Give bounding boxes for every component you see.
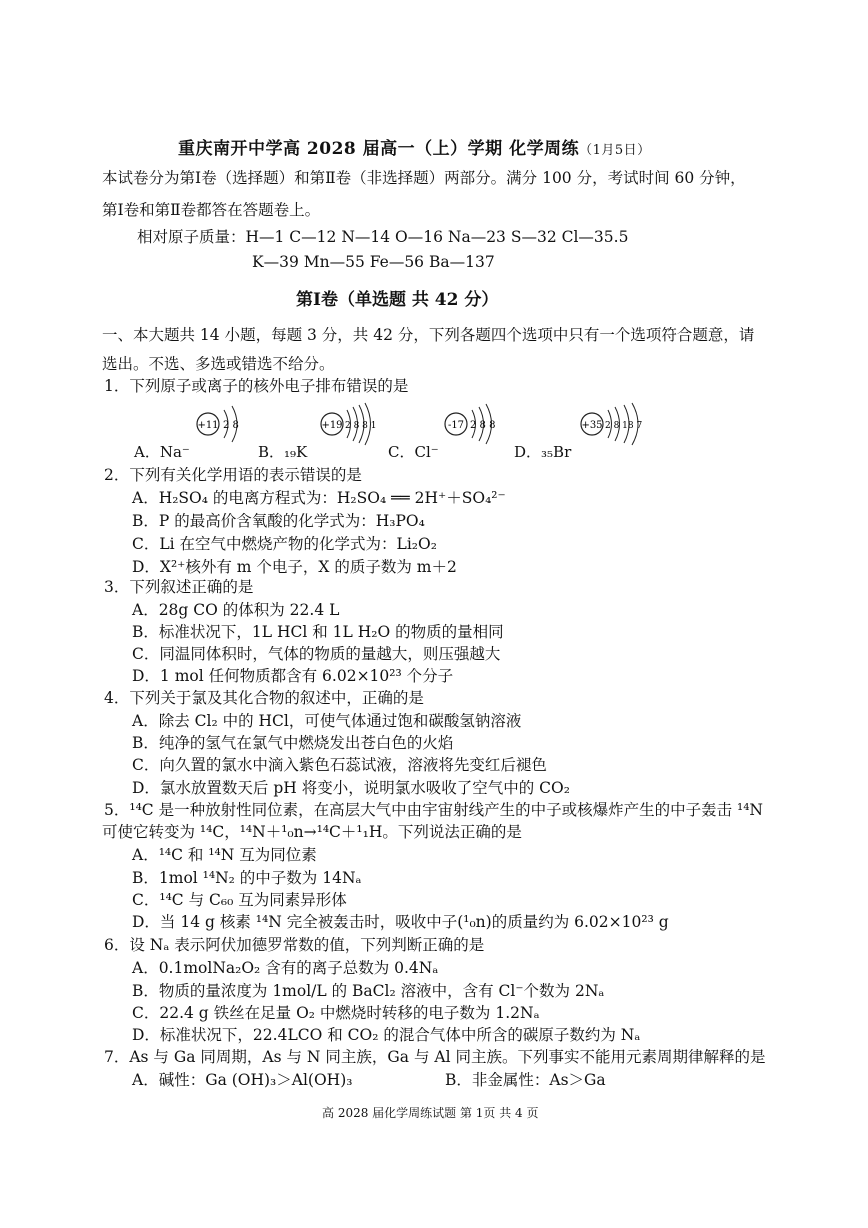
q2-option-b: B．P 的最高价含氧酸的化学式为：H₃PO₄ [132, 512, 425, 530]
instructions-line-1: 一、本大题共 14 小题，每题 3 分，共 42 分，下列各题四个选项中只有一个选项符合题意，请 [102, 326, 755, 344]
nucleus-na: +11 [197, 420, 219, 431]
q3-option-a: A．28g CO 的体积为 22.4 L [132, 601, 340, 619]
page-footer: 高 2028 届化学周练试题 第 1页 共 4 页 [322, 1106, 539, 1120]
q5-option-b: B．1mol ¹⁴N₂ 的中子数为 14Nₐ [132, 869, 362, 887]
q6-stem: 6．设 Nₐ 表示阿伏加德罗常数的值，下列判断正确的是 [104, 936, 485, 954]
q1-option-d: D．₃₅Br [514, 443, 572, 461]
q6-option-a: A．0.1molNa₂O₂ 含有的离子总数为 0.4Nₐ [132, 959, 439, 977]
q7-stem: 7．As 与 Ga 同周期，As 与 N 同主族，Ga 与 Al 同主族。下列事实不能用元素周期律解释的是 [104, 1048, 766, 1066]
q3-option-c: C．同温同体积时，气体的物质的量越大，则压强越大 [132, 645, 501, 663]
instructions-line-2: 选出。不选、多选或错选不给分。 [102, 355, 335, 373]
q3-option-d: D．1 mol 任何物质都含有 6.02×10²³ 个分子 [132, 667, 454, 685]
atom-diagram-k [318, 402, 382, 446]
shells-br: 2 8 18 7 [605, 421, 643, 431]
q1-option-c: C．Cl⁻ [388, 443, 439, 461]
q2-option-a: A．H₂SO₄ 的电离方程式为：H₂SO₄ ══ 2H⁺＋SO₄²⁻ [132, 489, 506, 507]
q5-stem-2: 可使它转变为 ¹⁴C，¹⁴N＋¹₀n→¹⁴C＋¹₁H。下列说法正确的是 [102, 823, 522, 841]
exam-date: （1月5日） [579, 143, 651, 158]
q6-option-b: B．物质的量浓度为 1mol/L 的 BaCl₂ 溶液中，含有 Cl⁻个数为 2Nₐ [132, 982, 605, 1000]
atomic-masses-line-1: 相对原子质量：H—1 C—12 N—14 O—16 Na—23 S—32 Cl—35.5 [137, 228, 629, 246]
q2-option-c: C．Li 在空气中燃烧产物的化学式为：Li₂O₂ [132, 535, 437, 553]
q1-option-a: A．Na⁻ [134, 443, 190, 461]
shells-cl: 2 8 8 [470, 420, 496, 431]
atom-diagram-br [578, 402, 648, 446]
nucleus-cl: -17 [447, 420, 465, 431]
atom-diagram-cl [442, 402, 502, 446]
q4-option-b: B．纯净的氢气在氯气中燃烧发出苍白色的火焰 [132, 734, 454, 752]
q7-option-b: B．非金属性：As＞Ga [445, 1071, 606, 1089]
shells-k: 2 8 8 1 [345, 421, 377, 431]
q4-option-d: D．氯水放置数天后 pH 将变小，说明氯水吸收了空气中的 CO₂ [132, 779, 570, 797]
q5-option-c: C．¹⁴C 与 C₆₀ 互为同素异形体 [132, 891, 347, 909]
q5-option-d: D．当 14 g 核素 ¹⁴N 完全被轰击时，吸收中子(¹₀n)的质量约为 6.02×10²³ g [132, 913, 669, 931]
q3-stem: 3．下列叙述正确的是 [104, 578, 254, 596]
shells-na: 2 8 [223, 420, 239, 431]
q6-option-d: D．标准状况下，22.4LCO 和 CO₂ 的混合气体中所含的碳原子数约为 Nₐ [132, 1026, 641, 1044]
atomic-masses-line-2: K—39 Mn—55 Fe—56 Ba—137 [252, 253, 495, 271]
q1-option-b: B．₁₉K [258, 443, 308, 461]
q5-stem-1: 5．¹⁴C 是一种放射性同位素，在高层大气中由宇宙射线产生的中子或核爆炸产生的中子轰击 ¹⁴N [104, 801, 763, 819]
nucleus-br: +35 [581, 420, 603, 431]
atom-diagram-na [194, 402, 254, 446]
q2-option-d: D．X²⁺核外有 m 个电子，X 的质子数为 m＋2 [132, 558, 457, 576]
nucleus-k: +19 [321, 420, 343, 431]
q4-stem: 4．下列关于氯及其化合物的叙述中，正确的是 [104, 689, 424, 707]
q1-stem: 1．下列原子或离子的核外电子排布错误的是 [104, 377, 409, 395]
q7-option-a: A．碱性：Ga (OH)₃＞Al(OH)₃ [132, 1071, 353, 1089]
q2-stem: 2．下列有关化学用语的表示错误的是 [104, 466, 362, 484]
intro-line-2: 第Ⅰ卷和第Ⅱ卷都答在答题卷上。 [102, 201, 321, 219]
q6-option-c: C．22.4 g 铁丝在足量 O₂ 中燃烧时转移的电子数为 1.2Nₐ [132, 1004, 540, 1022]
q5-option-a: A．¹⁴C 和 ¹⁴N 互为同位素 [132, 846, 317, 864]
section-title: 第Ⅰ卷（单选题 共 42 分） [296, 290, 499, 310]
q3-option-b: B．标准状况下，1L HCl 和 1L H₂O 的物质的量相同 [132, 623, 504, 641]
exam-title [178, 134, 651, 159]
q4-option-c: C．向久置的氯水中滴入紫色石蕊试液，溶液将先变红后褪色 [132, 756, 547, 774]
intro-line-1: 本试卷分为第Ⅰ卷（选择题）和第Ⅱ卷（非选择题）两部分。满分 100 分，考试时间 60 分钟， [102, 169, 746, 187]
exam-title-text: 重庆南开中学高 2028 届高一（上）学期 化学周练 [178, 139, 580, 159]
q4-option-a: A．除去 Cl₂ 中的 HCl，可使气体通过饱和碳酸氢钠溶液 [132, 712, 522, 730]
